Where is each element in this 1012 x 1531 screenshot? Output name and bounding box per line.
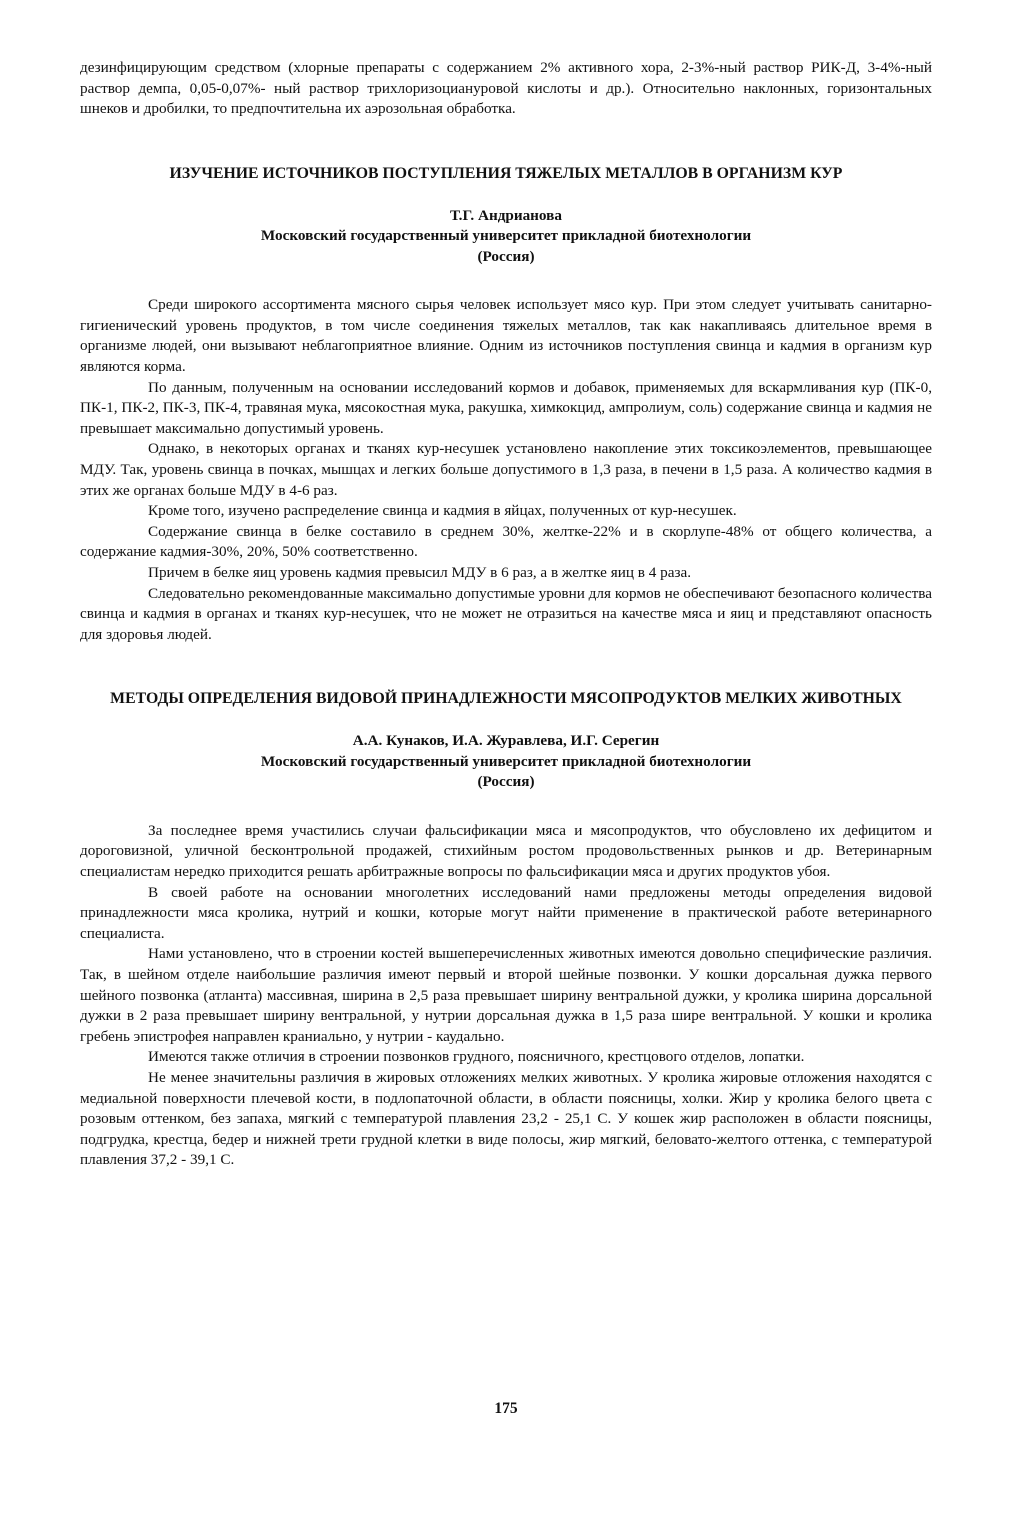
section-1-authors: Т.Г. Андрианова [450,206,562,224]
body-paragraph: Нами установлено, что в строении костей вышеперечисленных животных имеются довольно специфические различия. Так, в шейном отделе наибольшие различия имеют первый и второй шейные позвонки. У кошки дорсальная дужка первого шейного позвонка (атланта) массивная, ширина в 2,5 раза превышает ширину вентральной дужки, у кролика ширина дорсальной дужки в 2 раза превышает ширину вентральной, у нутрии дорсальная дужка в 1,5 раза шире вентральной. У кошки и кролика гребень эпистрофея направлен краниально, у нутрии - каудально. [80,945,932,1045]
section-1-affiliation: Московский государственный университет прикладной биотехнологии [260,227,752,245]
page-number: 175 [494,1400,518,1417]
section-2-affiliation: Московский государственный университет прикладной биотехнологии [260,752,752,770]
section-2-country: (Россия) [477,773,535,791]
body-paragraph: Однако, в некоторых органах и тканях кур-несушек установлено накопление этих токсикоэлементов, превышающее МДУ. Так, уровень свинца в почках, мышцах и легких больше допустимого в 1,3 раза, в печени в 1,5 раза. А количество кадмия в этих же органах больше МДУ в 4-6 раз. [80,440,932,499]
section-1-title: ИЗУЧЕНИЕ ИСТОЧНИКОВ ПОСТУПЛЕНИЯ ТЯЖЕЛЫХ МЕТАЛЛОВ В ОРГАНИЗМ КУР [169,164,843,182]
body-paragraph: Содержание свинца в белке составило в среднем 30%, желтке-22% и в скорлупе-48% от общего количества, а содержание кадмия-30%, 20%, 50% соответственно. [80,522,932,561]
section-1-country: (Россия) [477,247,535,265]
body-paragraph: Следовательно рекомендованные максимально допустимые уровни для кормов не обеспечивают безопасного количества свинца и кадмия в органах и тканях кур-несушек, что не может не отразиться на качестве мяса и яиц и представляют опасность для здоровья людей. [80,584,932,643]
section-1-body [80,295,932,645]
body-paragraph: За последнее время участились случаи фальсификации мяса и мясопродуктов, что обусловлено их дефицитом и дороговизной, уличной бесконтрольной продажей, стихийным ростом продовольственных рынков и др. Ветеринарным специалистам нередко приходится решать арбитражные вопросы по фальсификации мяса и других продуктов убоя. [80,821,932,881]
section-2-title: МЕТОДЫ ОПРЕДЕЛЕНИЯ ВИДОВОЙ ПРИНАДЛЕЖНОСТИ МЯСОПРОДУКТОВ МЕЛКИХ ЖИВОТНЫХ [110,690,902,708]
section-2-authors: А.А. Кунаков, И.А. Журавлева, И.Г. Серегин [352,732,660,750]
intro-paragraph: дезинфицирующим средством (хлорные препараты с содержанием 2% активного хора, 2-3%-ный раствор РИК-Д, 3-4%-ный раствор демпа, 0,05-0,07%- ный раствор трихлоризоциануровой кислоты и др.). Относительно наклонных, горизонтальных шнеков и дробилки, то предпочтительна их аэрозольная обработка. [80,59,932,118]
body-paragraph: В своей работе на основании многолетних исследований нами предложены методы определения видовой принадлежности мяса кролика, нутрий и кошки, которые могут найти применение в практической работе ветеринарного специалиста. [80,883,932,942]
section-2-body [80,821,932,1171]
body-paragraph: Причем в белке яиц уровень кадмия превысил МДУ в 6 раз, а в желтке яиц в 4 раза. [148,564,691,581]
body-paragraph: По данным, полученным на основании исследований кормов и добавок, применяемых для вскармливания кур (ПК-0, ПК-1, ПК-2, ПК-3, ПК-4, травяная мука, мясокостная мука, ракушка, химкокцид, ампролиум, соль) содержание свинца и кадмия не превышает максимально допустимый уровень. [80,378,932,437]
body-paragraph: Среди широкого ассортимента мясного сырья человек использует мясо кур. При этом следует учитывать санитарно-гигиенический уровень продуктов, в том числе соединения тяжелых металлов, так как накапливаясь длительное время в организме людей, они вызывают неблагоприятное влияние. Одним из источников поступления свинца и кадмия в организм кур являются корма. [80,296,932,376]
body-paragraph: Не менее значительны различия в жировых отложениях мелких животных. У кролика жировые отложения находятся с медиальной поверхности плечевой кости, в подлопаточной области, в области поясницы, холки. Жир у кролика белого цвета с розовым оттенком, без запаха, мягкий с температурой плавления 23,2 - 25,1 С. У кошек жир расположен в области поясницы, подгрудка, крестца, бедер и нижней трети грудной клетки в виде полосы, жир мягкий, беловато-желтого оттенка, с температурой плавления 37,2 - 39,1 С. [80,1069,932,1169]
body-paragraph: Кроме того, изучено распределение свинца и кадмия в яйцах, полученных от кур-несушек. [148,502,737,520]
body-paragraph: Имеются также отличия в строении позвонков грудного, поясничного, крестцового отделов, лопатки. [148,1048,805,1066]
page-content [80,58,932,1171]
